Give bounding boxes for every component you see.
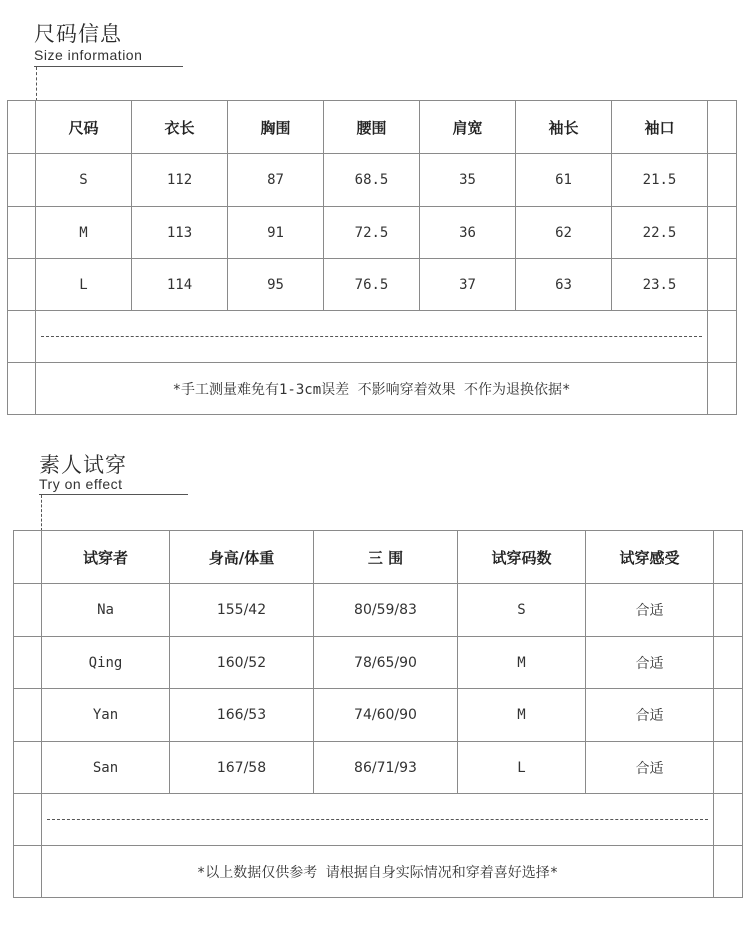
edge-cell: [14, 584, 42, 637]
edge-cell: [14, 637, 42, 689]
cell-tester: Qing: [42, 637, 170, 689]
edge-cell: [14, 794, 42, 846]
header-measurements: 三 围: [314, 531, 458, 584]
edge-cell: [14, 846, 42, 898]
edge-cell: [708, 311, 737, 363]
edge-cell: [708, 259, 737, 311]
header-waist: 腰围: [324, 101, 420, 154]
edge-cell: [8, 259, 36, 311]
header-tried-size: 试穿码数: [458, 531, 586, 584]
note-row: [14, 846, 743, 898]
edge-cell: [14, 531, 42, 584]
cell-height-weight: 160/52: [170, 637, 314, 689]
edge-cell: [14, 689, 42, 742]
cell-tried-size: S: [458, 584, 586, 637]
cell-size: M: [36, 207, 132, 259]
try-on-table: [13, 530, 743, 898]
edge-cell: [8, 363, 36, 415]
edge-cell: [8, 207, 36, 259]
cell-tried-size: M: [458, 637, 586, 689]
try-section-subtitle: Try on effect: [39, 476, 123, 492]
size-title-underline: [34, 66, 183, 67]
table-row: [14, 689, 743, 742]
cell-waist: 68.5: [324, 154, 420, 207]
cell-cuff: 23.5: [612, 259, 708, 311]
edge-cell: [708, 154, 737, 207]
edge-cell: [714, 531, 743, 584]
cell-feeling: 合适: [586, 689, 714, 742]
edge-cell: [714, 794, 743, 846]
cell-tester: San: [42, 742, 170, 794]
header-length: 衣长: [132, 101, 228, 154]
header-tester: 试穿者: [42, 531, 170, 584]
cell-cuff: 22.5: [612, 207, 708, 259]
size-note: *手工测量难免有1-3cm误差 不影响穿着效果 不作为退换依据*: [36, 363, 708, 415]
dashed-separator-row: [14, 794, 743, 846]
edge-cell: [8, 154, 36, 207]
table-row: [8, 154, 737, 207]
cell-shoulder: 37: [420, 259, 516, 311]
edge-cell: [8, 311, 36, 363]
table-row: [8, 259, 737, 311]
edge-cell: [14, 742, 42, 794]
cell-tester: Yan: [42, 689, 170, 742]
cell-shoulder: 35: [420, 154, 516, 207]
cell-length: 113: [132, 207, 228, 259]
header-height-weight: 身高/体重: [170, 531, 314, 584]
cell-sleeve-length: 62: [516, 207, 612, 259]
cell-measurements: 78/65/90: [314, 637, 458, 689]
try-title-underline: [39, 494, 188, 495]
header-feeling: 试穿感受: [586, 531, 714, 584]
cell-length: 114: [132, 259, 228, 311]
cell-shoulder: 36: [420, 207, 516, 259]
try-note: *以上数据仅供参考 请根据自身实际情况和穿着喜好选择*: [42, 846, 714, 898]
try-section-title: 素人试穿: [39, 453, 127, 477]
cell-chest: 87: [228, 154, 324, 207]
size-title-connector: [36, 67, 37, 101]
cell-tried-size: L: [458, 742, 586, 794]
header-size: 尺码: [36, 101, 132, 154]
cell-sleeve-length: 63: [516, 259, 612, 311]
cell-tried-size: M: [458, 689, 586, 742]
try-title-connector: [41, 495, 42, 531]
cell-height-weight: 167/58: [170, 742, 314, 794]
size-table: [7, 100, 737, 415]
table-row: [14, 637, 743, 689]
dashed-divider: [47, 819, 708, 820]
table-row: [8, 207, 737, 259]
cell-waist: 72.5: [324, 207, 420, 259]
dashed-separator-cell: [36, 311, 708, 363]
header-sleeve-length: 袖长: [516, 101, 612, 154]
cell-waist: 76.5: [324, 259, 420, 311]
table-row: [14, 584, 743, 637]
cell-chest: 95: [228, 259, 324, 311]
size-header-row: [8, 101, 737, 154]
edge-cell: [708, 207, 737, 259]
cell-measurements: 80/59/83: [314, 584, 458, 637]
edge-cell: [714, 637, 743, 689]
edge-cell: [714, 584, 743, 637]
cell-measurements: 86/71/93: [314, 742, 458, 794]
dashed-separator-cell: [42, 794, 714, 846]
cell-length: 112: [132, 154, 228, 207]
size-section-subtitle: Size information: [34, 47, 143, 63]
dashed-separator-row: [8, 311, 737, 363]
edge-cell: [714, 846, 743, 898]
edge-cell: [708, 363, 737, 415]
note-row: [8, 363, 737, 415]
edge-cell: [8, 101, 36, 154]
header-chest: 胸围: [228, 101, 324, 154]
cell-size: S: [36, 154, 132, 207]
dashed-divider: [41, 336, 702, 337]
edge-cell: [708, 101, 737, 154]
cell-chest: 91: [228, 207, 324, 259]
header-cuff: 袖口: [612, 101, 708, 154]
cell-height-weight: 155/42: [170, 584, 314, 637]
try-header-row: [14, 531, 743, 584]
edge-cell: [714, 742, 743, 794]
cell-measurements: 74/60/90: [314, 689, 458, 742]
cell-cuff: 21.5: [612, 154, 708, 207]
edge-cell: [714, 689, 743, 742]
cell-tester: Na: [42, 584, 170, 637]
cell-size: L: [36, 259, 132, 311]
size-section-title: 尺码信息: [34, 22, 122, 46]
table-row: [14, 742, 743, 794]
cell-feeling: 合适: [586, 584, 714, 637]
cell-sleeve-length: 61: [516, 154, 612, 207]
cell-feeling: 合适: [586, 742, 714, 794]
header-shoulder: 肩宽: [420, 101, 516, 154]
cell-feeling: 合适: [586, 637, 714, 689]
cell-height-weight: 166/53: [170, 689, 314, 742]
